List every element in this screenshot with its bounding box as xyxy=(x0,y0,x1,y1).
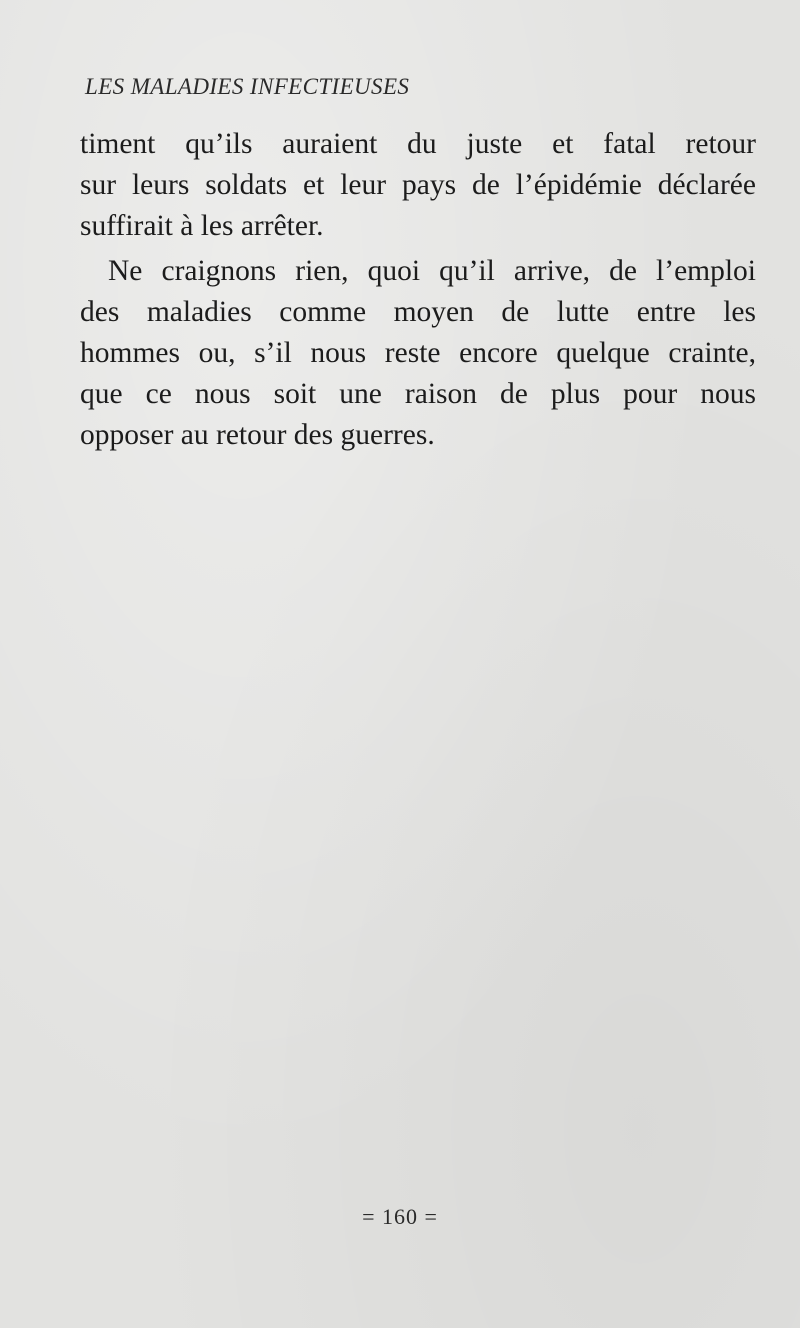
text-line: des maladies comme moyen de lutte entre les xyxy=(80,296,756,328)
text-line: suffirait à les arrêter. xyxy=(80,210,324,242)
text-line: timent qu’ils auraient du juste et fatal retour xyxy=(80,128,756,160)
paragraph-2 xyxy=(80,251,756,456)
running-head: LES MALADIES INFECTIEUSES xyxy=(85,74,410,99)
paragraph-1 xyxy=(80,124,756,247)
text-line: Ne craignons rien, quoi qu’il arrive, de l’emploi xyxy=(108,255,756,287)
page-number: = 160 = xyxy=(362,1204,438,1229)
text-line: opposer au retour des guerres. xyxy=(80,419,435,451)
text-line: que ce nous soit une raison de plus pour nous xyxy=(80,378,756,410)
body-text xyxy=(80,124,756,456)
text-line: hommes ou, s’il nous reste encore quelque crainte, xyxy=(80,337,756,369)
text-line: sur leurs soldats et leur pays de l’épidémie déclarée xyxy=(80,169,756,201)
